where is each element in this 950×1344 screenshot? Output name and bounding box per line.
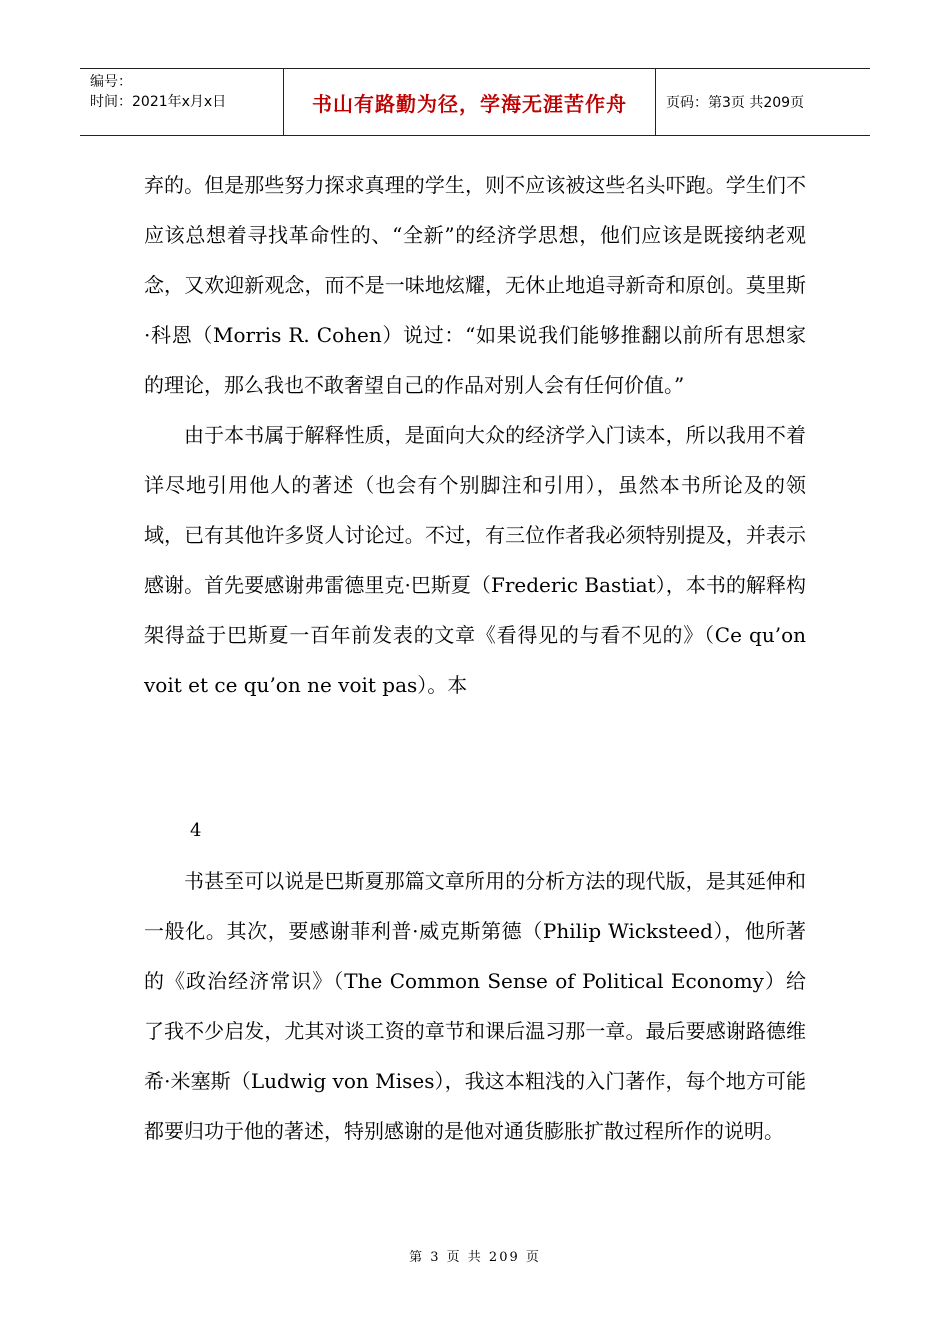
- paragraph-2: 由于本书属于解释性质，是面向大众的经济学入门读本，所以我用不着详尽地引用他人的著述（也会有个别脚注和引用），虽然本书所论及的领域，已有其他许多贤人讨论过。不过，有三位作者我必须特别提及，并表示感谢。首先要感谢弗雷德里克·巴斯夏（Frederic Bastiat），本书的解释构架得益于巴斯夏一百年前发表的文章《看得见的与看不见的》（Ce qu’on voit et ce qu’on ne voit pas）。本: [144, 423, 806, 697]
- header-motto: 书山有路勤为径，学海无涯苦作舟: [284, 69, 656, 135]
- paragraph-1: 弃的。但是那些努力探求真理的学生，则不应该被这些名头吓跑。学生们不应该总想着寻找革命性的、“全新”的经济学思想，他们应该是既接纳老观念，又欢迎新观念，而不是一味地炫耀，无休止地追寻新奇和原创。莫里斯·科恩（Morris R. Cohen）说过：“如果说我们能够推翻以前所有思想家的理论，那么我也不敢奢望自己的作品对别人会有任何价值。”: [144, 173, 806, 397]
- body-text-bottom: [144, 856, 806, 1156]
- header-meta: [80, 69, 284, 135]
- paragraph-3: 书甚至可以说是巴斯夏那篇文章所用的分析方法的现代版，是其延伸和一般化。其次，要感谢菲利普·威克斯第德（Philip Wicksteed），他所著的《政治经济常识》（The Common Sense of Political Economy）给了我不少启发，尤其对谈工资的章节和课后温习那一章。最后要感谢路德维希·米塞斯（Ludwig von Mises），我这本粗浅的入门著作，每个地方可能都要归功于他的著述，特别感谢的是他对通货膨胀扩散过程所作的说明。: [144, 869, 806, 1143]
- header-page-info: 页码：第3页 共209页: [666, 95, 805, 111]
- time-label: 时间：2021年x月x日: [90, 94, 227, 110]
- inline-page-number: 4: [190, 820, 202, 841]
- number-label: 编号：: [90, 74, 132, 90]
- body-text-top: [144, 160, 806, 710]
- page-header: [80, 68, 870, 136]
- page-footer: 第 3 页 共 209 页: [409, 1250, 541, 1265]
